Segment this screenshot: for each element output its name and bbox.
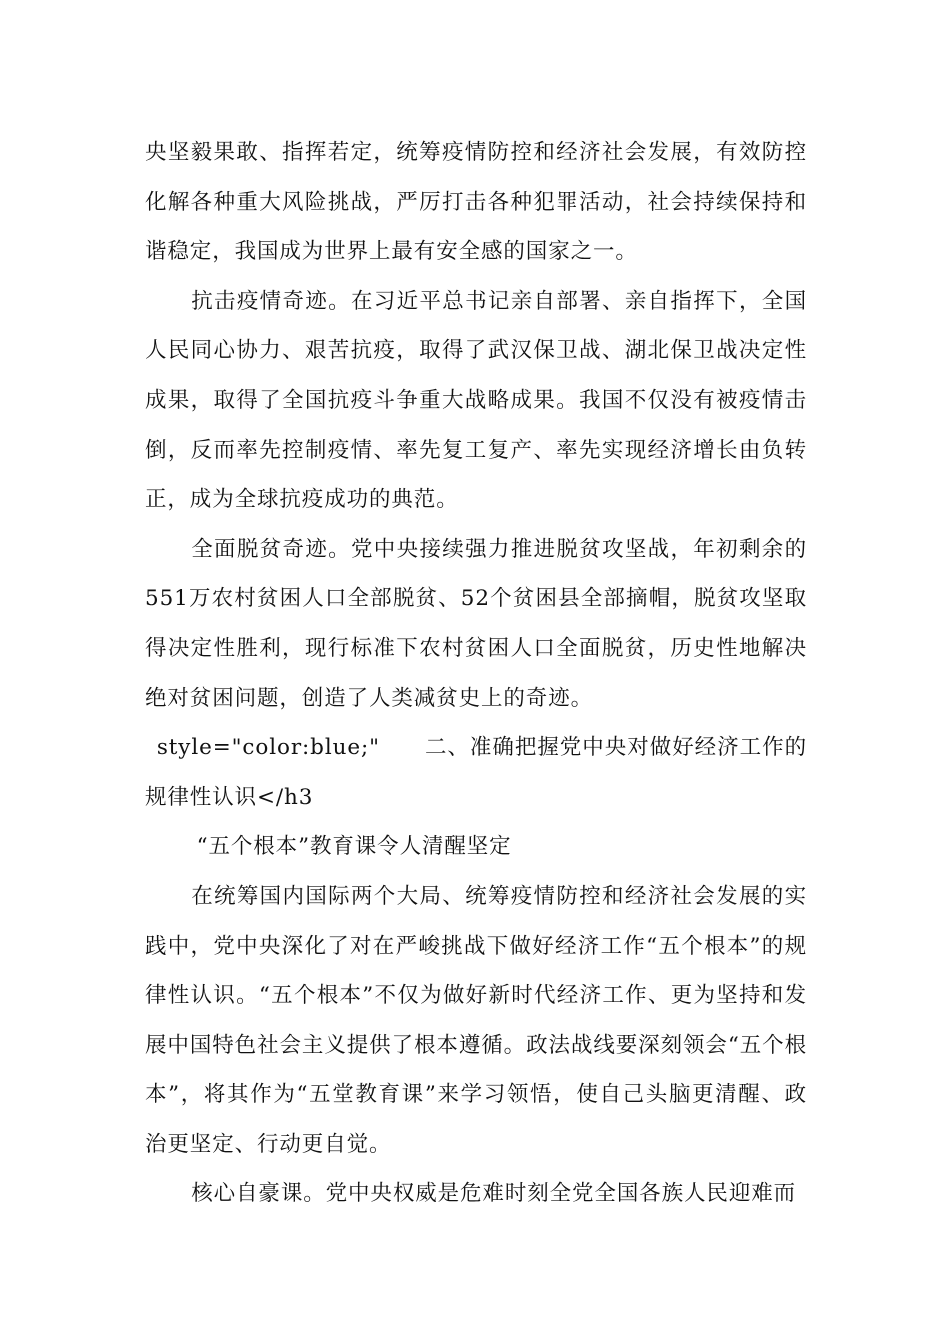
paragraph-poverty-alleviation: 全面脱贫奇迹。党中央接续强力推进脱贫攻坚战，年初剩余的551万农村贫困人口全部脱贫、52个贫困县全部摘帽，脱贫攻坚取得决定性胜利，现行标准下农村贫困人口全面脱贫，历史性地解决绝对贫困问题，创造了人类减贫史上的奇迹。 bbox=[145, 536, 807, 711]
section-heading-raw-markup: style="color:blue;" 二、准确把握党中央对做好经济工作的规律性认识</h3 bbox=[145, 735, 807, 810]
section-subtitle: “五个根本”教育课令人清醒坚定 bbox=[196, 834, 512, 860]
paragraph-continuation: 央坚毅果敢、指挥若定，统筹疫情防控和经济社会发展，有效防控化解各种重大风险挑战，严厉打击各种犯罪活动，社会持续保持和谐稳定，我国成为世界上最有安全感的国家之一。 bbox=[145, 140, 807, 265]
paragraph-five-fundamentals: 在统筹国内国际两个大局、统筹疫情防控和经济社会发展的实践中，党中央深化了对在严峻挑战下做好经济工作“五个根本”的规律性认识。“五个根本”不仅为做好新时代经济工作、更为坚持和发展中国特色社会主义提供了根本遵循。政法战线要深刻领会“五个根本”，将其作为“五堂教育课”来学习领悟，使自己头脑更清醒、政治更坚定、行动更自觉。 bbox=[145, 883, 807, 1157]
document-body bbox=[145, 128, 807, 1219]
paragraph-fight-epidemic: 抗击疫情奇迹。在习近平总书记亲自部署、亲自指挥下，全国人民同心协力、艰苦抗疫，取得了武汉保卫战、湖北保卫战决定性成果，取得了全国抗疫斗争重大战略成果。我国不仅没有被疫情击倒，反而率先控制疫情、率先复工复产、率先实现经济增长由负转正，成为全球抗疫成功的典范。 bbox=[145, 288, 807, 513]
paragraph-core-pride-lesson: 核心自豪课。党中央权威是危难时刻全党全国各族人民迎难而 bbox=[191, 1181, 797, 1207]
